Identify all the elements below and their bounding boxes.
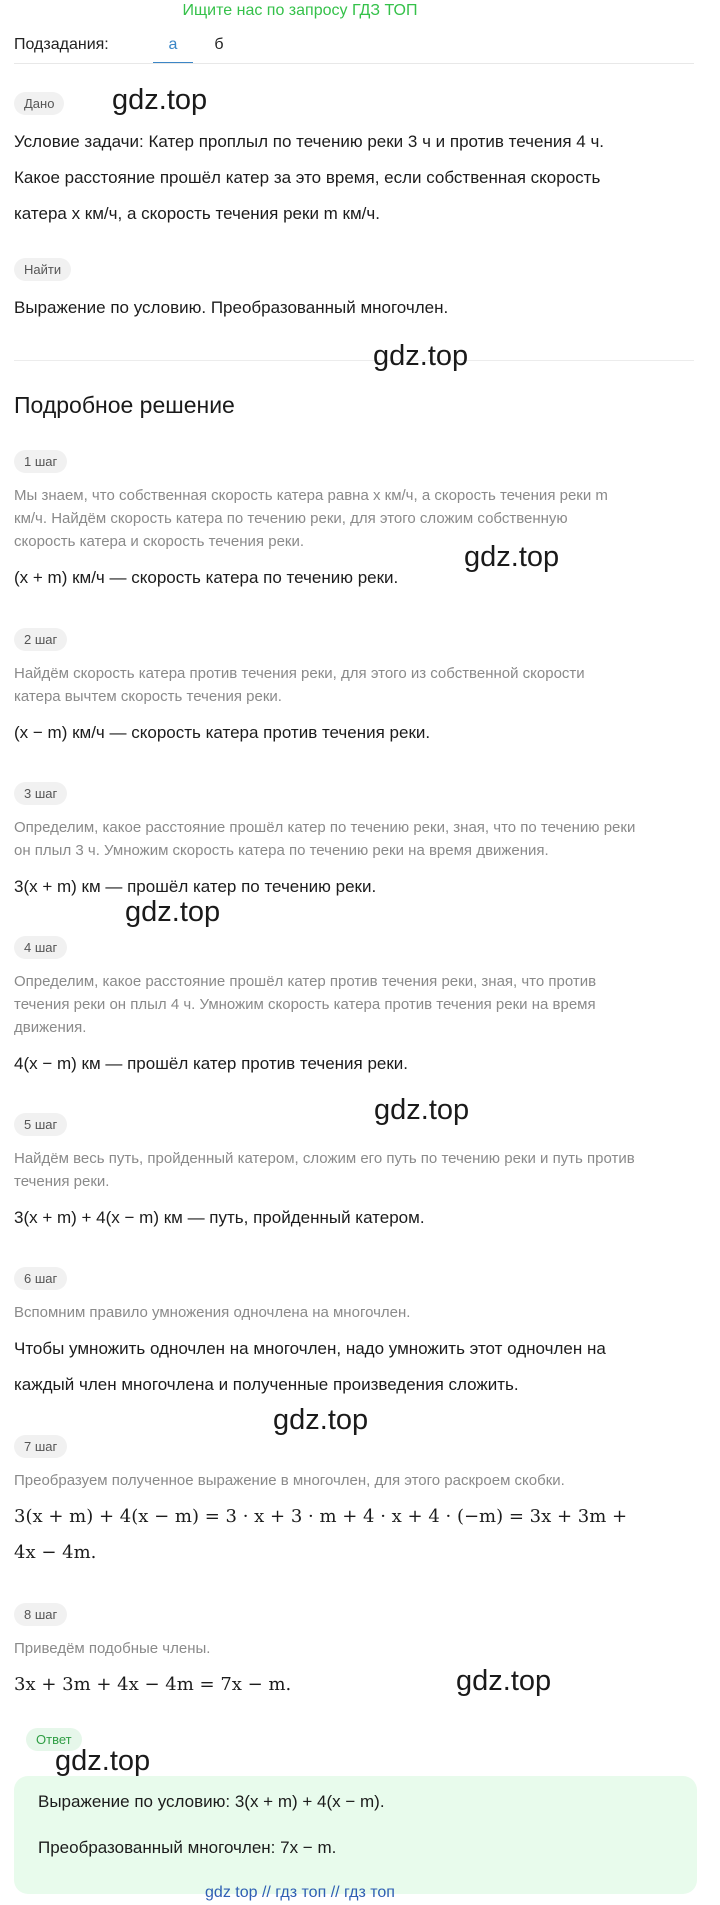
answer-line-1: Выражение по условию: 3(x + m) + 4(x − m). (38, 1792, 385, 1811)
section-divider (14, 360, 694, 361)
step-2-text-1: Найдём скорость катера против течения реки, для этого из собственной скорости (14, 665, 585, 682)
tab-b[interactable]: б (214, 36, 224, 53)
step-4-pill: 4 шаг (14, 936, 67, 959)
step-8-result: 3x + 3m + 4x − 4m = 7x − m. (14, 1674, 292, 1695)
step-4-text-1: Определим, какое расстояние прошёл катер против течения реки, зная, что против (14, 973, 597, 990)
step-8-text-1: Приведём подобные члены. (14, 1640, 211, 1657)
step-6-result-2: каждый член многочлена и полученные произведения сложить. (14, 1375, 519, 1394)
tab-a[interactable]: а (168, 36, 178, 53)
subtasks-bar (14, 32, 694, 64)
step-5-text-2: течения реки. (14, 1173, 110, 1190)
step-4-text-2: течения реки он плыл 4 ч. Умножим скорость катера против течения реки на время (14, 996, 596, 1013)
step-7-result-2: 4x − 4m. (14, 1542, 97, 1563)
answer-pill: Ответ (26, 1728, 82, 1751)
watermark-3: gdz.top (464, 541, 560, 573)
step-6-result-1: Чтобы умножить одночлен на многочлен, надо умножить этот одночлен на (14, 1339, 606, 1358)
step-6-text-1: Вспомним правило умножения одночлена на многочлен. (14, 1304, 411, 1321)
step-7-pill: 7 шаг (14, 1435, 67, 1458)
step-4-text-3: движения. (14, 1019, 87, 1036)
step-3-pill: 3 шаг (14, 782, 67, 805)
step-1-result: (x + m) км/ч — скорость катера по течению реки. (14, 568, 399, 587)
step-1-text-1: Мы знаем, что собственная скорость катера равна x км/ч, а скорость течения реки m (14, 487, 608, 504)
step-2-result: (x − m) км/ч — скорость катера против течения реки. (14, 723, 431, 742)
solution-heading: Подробное решение (14, 392, 235, 418)
step-4-result: 4(x − m) км — прошёл катер против течения реки. (14, 1054, 409, 1073)
step-6-pill: 6 шаг (14, 1267, 67, 1290)
condition-line-3: катера x км/ч, а скорость течения реки m км/ч. (14, 204, 380, 223)
step-8-pill: 8 шаг (14, 1603, 67, 1626)
find-text: Выражение по условию. Преобразованный многочлен. (14, 298, 449, 317)
find-pill: Найти (14, 258, 71, 281)
condition-line-1: Условие задачи: Катер проплыл по течению реки 3 ч и против течения 4 ч. (14, 132, 605, 151)
step-1-pill: 1 шаг (14, 450, 67, 473)
footer-links[interactable]: gdz top // гдз топ // гдз топ (205, 1884, 395, 1901)
watermark-7: gdz.top (456, 1665, 552, 1697)
answer-line-2: Преобразованный многочлен: 7x − m. (38, 1838, 337, 1857)
step-3-text-2: он плыл 3 ч. Умножим скорость катера по течению реки на время движения. (14, 842, 549, 859)
subtasks-label: Подзадания: (14, 36, 109, 53)
watermark-6: gdz.top (273, 1404, 369, 1436)
step-3-text-1: Определим, какое расстояние прошёл катер по течению реки, зная, что по течению реки (14, 819, 636, 836)
step-5-result: 3(x + m) + 4(x − m) км — путь, пройденный катером. (14, 1208, 425, 1227)
step-7-text-1: Преобразуем полученное выражение в многочлен, для этого раскроем скобки. (14, 1472, 565, 1489)
step-1-text-2: км/ч. Найдём скорость катера по течению реки, для этого сложим собственную (14, 510, 568, 527)
watermark-8: gdz.top (55, 1745, 151, 1777)
step-1-text-3: скорость катера и скорость течения реки. (14, 533, 305, 550)
subtasks-divider (14, 63, 694, 64)
promo-banner[interactable]: Ищите нас по запросу ГДЗ ТОП (182, 2, 418, 19)
watermark-4: gdz.top (125, 896, 221, 928)
step-3-result: 3(x + m) км — прошёл катер по течению реки. (14, 877, 377, 896)
given-pill: Дано (14, 92, 64, 115)
step-7-result-1: 3(x + m) + 4(x − m) = 3 · x + 3 · m + 4 · x + 4 · (−m) = 3x + 3m + (14, 1506, 628, 1527)
watermark-1: gdz.top (112, 84, 208, 116)
condition-line-2: Какое расстояние прошёл катер за это время, если собственная скорость (14, 168, 601, 187)
step-5-text-1: Найдём весь путь, пройденный катером, сложим его путь по течению реки и путь против (14, 1150, 635, 1167)
watermark-5: gdz.top (374, 1094, 470, 1126)
watermark-2: gdz.top (373, 340, 469, 372)
step-2-pill: 2 шаг (14, 628, 67, 651)
step-5-pill: 5 шаг (14, 1113, 67, 1136)
step-2-text-2: катера вычтем скорость течения реки. (14, 688, 282, 705)
